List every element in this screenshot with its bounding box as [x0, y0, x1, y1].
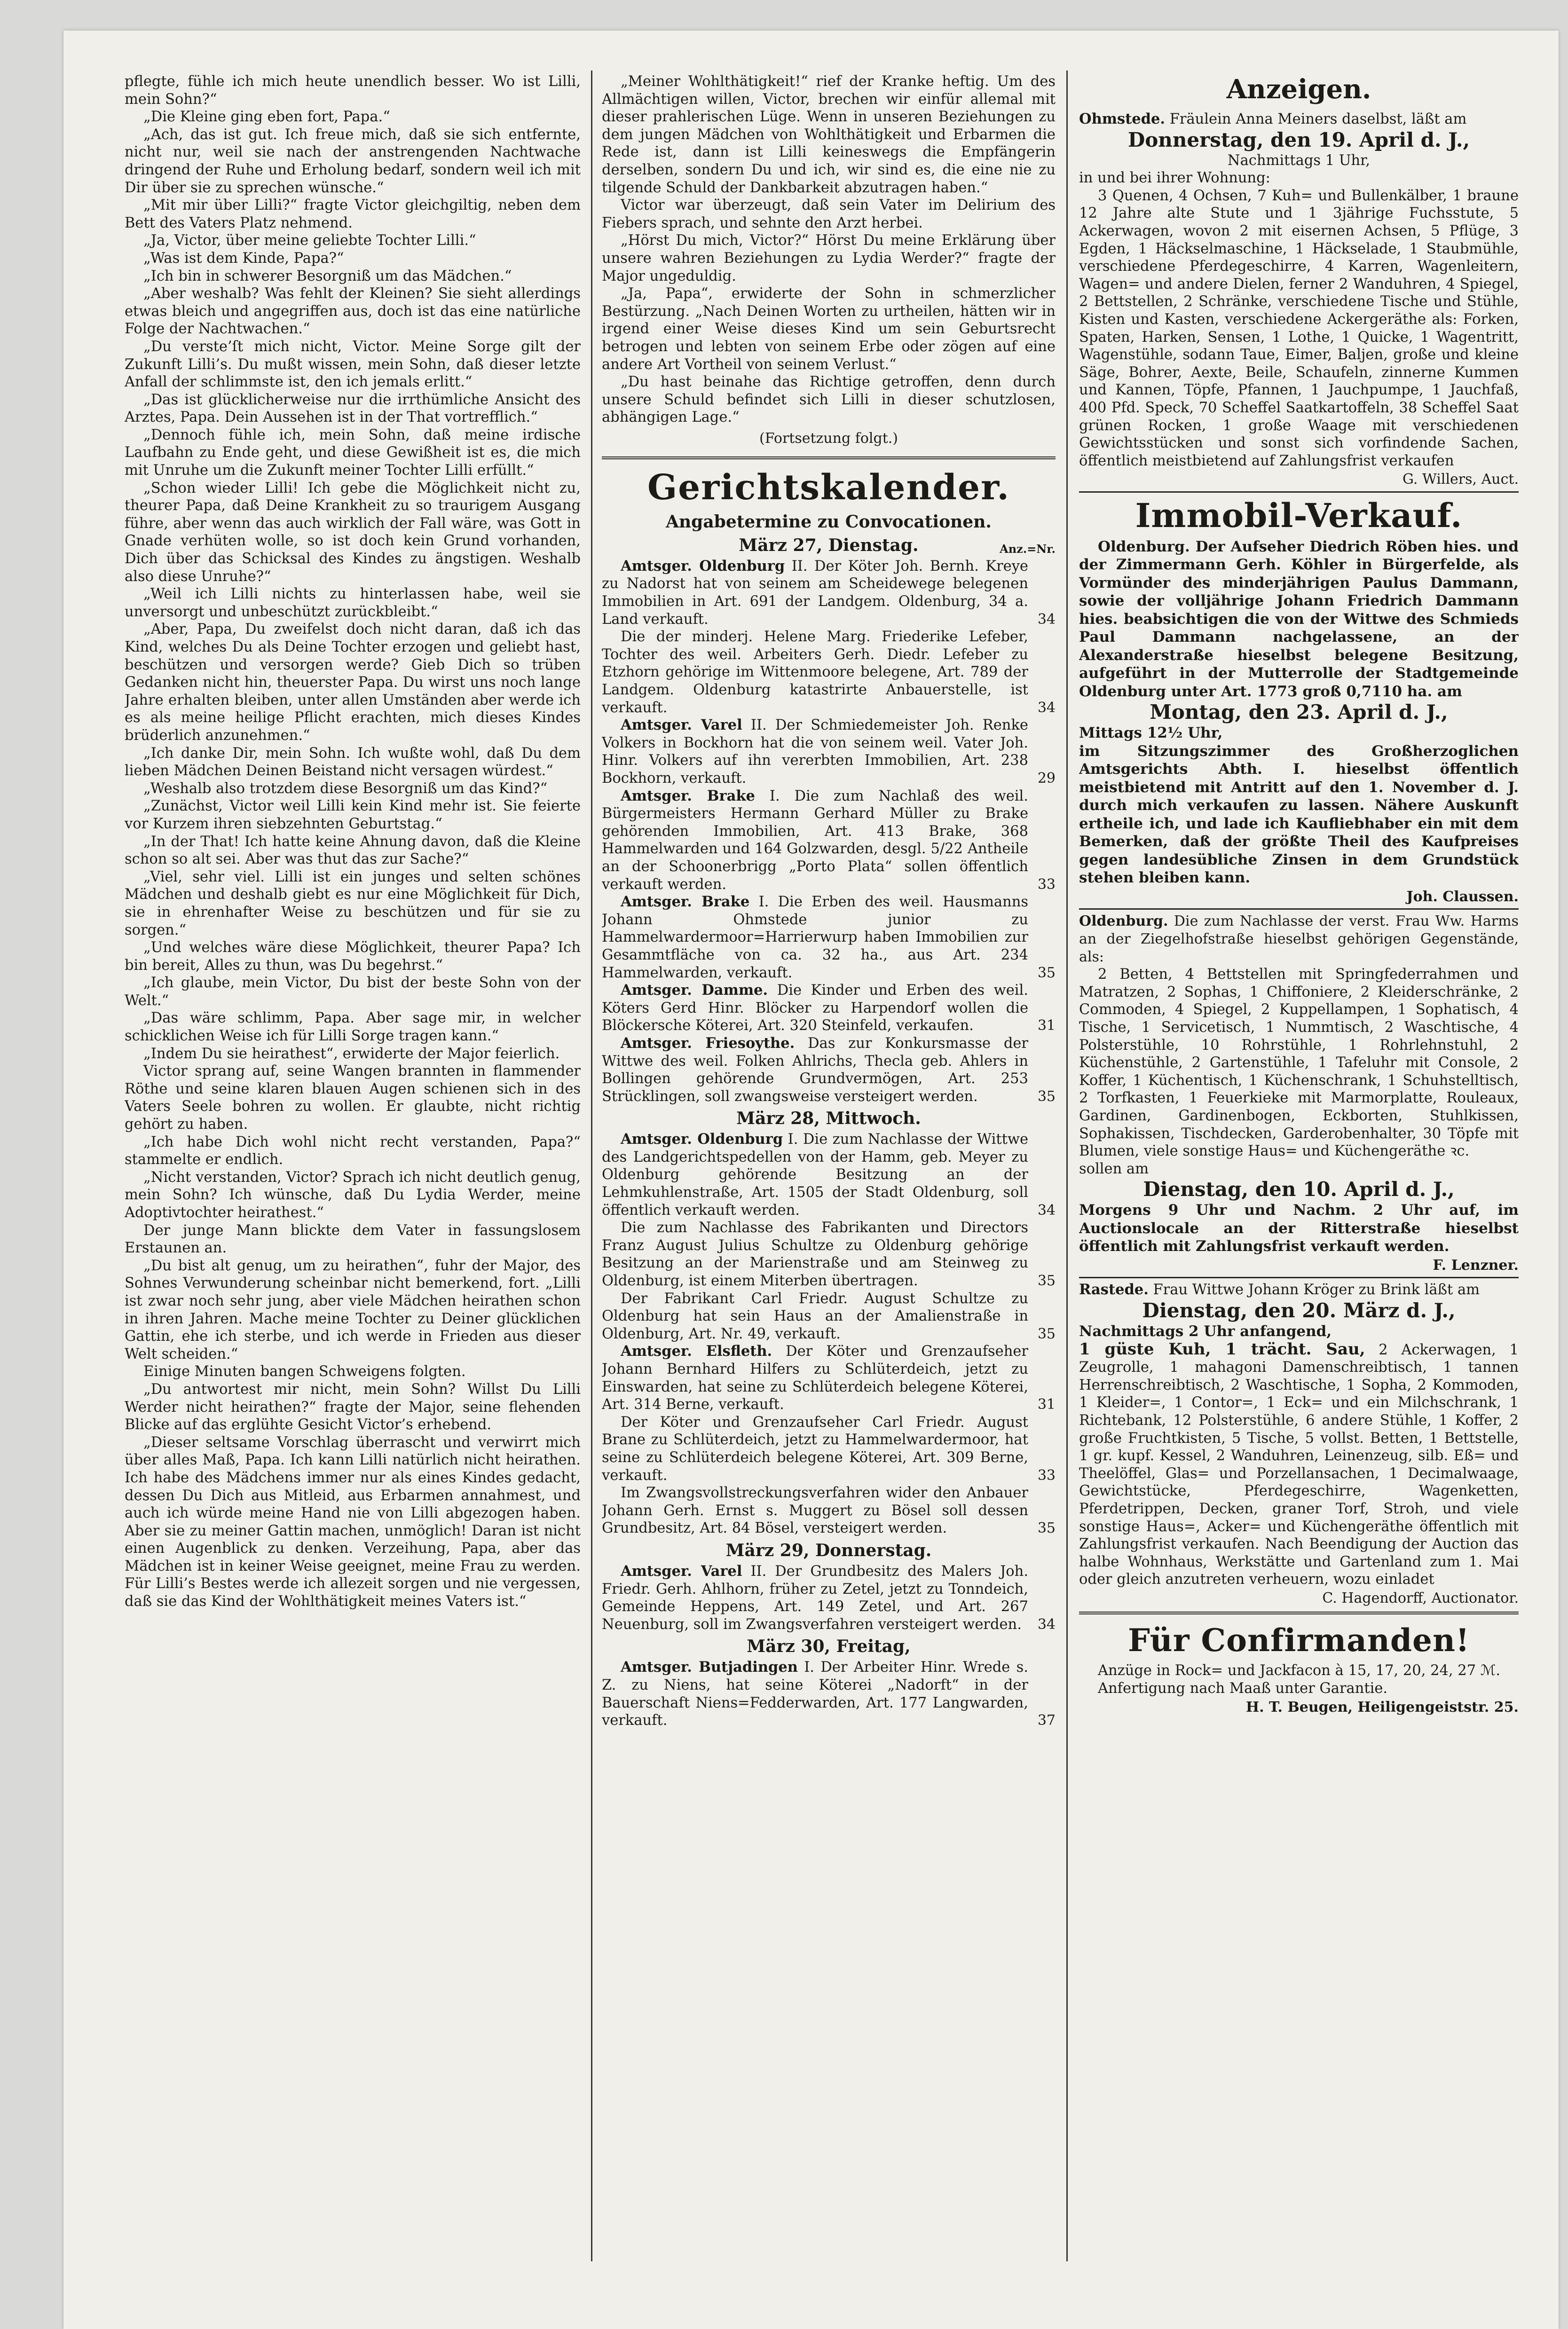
story-continuation [602, 73, 1056, 426]
story-paragraph: „Ich bin in schwerer Besorgniß um das Mädchen.“ [143, 268, 512, 284]
ad-items: 2 Ackerwagen, 1 Zeugrolle, 1 mahagoni Damenschreibtisch, 1 tannen Herrenschreibtisch, 2 Waschtische, 1 Sopha, 2 Kommoden, 1 Kleider=, 1 Contor=, 1 Eck= und ein Milchschrank, 1 Richtebank, 12 Polsterstühle, 6 andere Stühle, 1 Koffer, 2 große Fruchtkisten, 5 Tische, 5 vollst. Betten, 1 Bettstelle, 1 gr. kupf. Kessel, 2 Wanduhren, Leinenzeug, silb. Eß= und Theelöffel, Glas= und Porzellansachen, 1 Decimalwaage, Gewichtstücke, Pferdegeschirre, Wagenketten, Pferdetrippen, Decken, graner Torf, Stroh, und viele sonstige Haus=, Acker= und Küchengeräthe öffentlich mit Zahlungsfrist verkaufen. Nach Beendigung der Auction das halbe Wohnhaus, Werkstätte und Gartenland zum 1. Mai oder gleich anzutreten verheuern, wozu einladet [1079, 1341, 1519, 1588]
story-paragraph: Einige Minuten bangen Schweigens folgten. [143, 1363, 466, 1380]
court-entry-number: 29 [1037, 770, 1056, 787]
court-entry [602, 1343, 1056, 1413]
court-entry-number: 34 [1037, 699, 1056, 716]
court-entry-text: Im Zwangsvollstreckungsverfahren wider den Anbauer Johann Gerh. Ernst s. Muggert zu Bösel soll dessen Grundbesitz, Art. 84 Bösel, versteigert werden. [602, 1485, 1028, 1537]
ad-divider [1079, 1277, 1519, 1278]
court-entry-text: I. Der Arbeiter Hinr. Wrede s. Z. zu Niens, hat seine Köterei „Nadorft“ in der Bauerschaft Niens=Fedderwarden, Art. 177 Langwarden, verkauft. [602, 1659, 1028, 1729]
story-paragraph: „Aber weshalb? Was fehlt der Kleinen? Sie sieht allerdings etwas bleich und angegriffen aus, doch ist das eine natürliche Folge der Nachtwachen.“ [125, 285, 581, 338]
court-entry-text: II. Der Grundbesitz des Malers Joh. Friedr. Gerh. Ahlhorn, früher zu Zetel, jetzt zu Tonndeich, Gemeinde Heppens, Art. 149 Zetel, und Art. 267 Neuenburg, soll im Zwangsverfahren versteigert werden. [602, 1563, 1029, 1633]
court-entry [602, 558, 1056, 628]
story-paragraph: Der junge Mann blickte dem Vater in fassungslosem Erstaunen an. [125, 1222, 581, 1257]
ad-date: Dienstag, den 10. April d. J., [1143, 1178, 1455, 1201]
ad-ohmstede [1079, 110, 1519, 488]
ad-place: Oldenburg. [1079, 913, 1168, 930]
story-paragraph: „Ach, das ist gut. Ich freue mich, daß sie sich entfernte, nicht nur, weil sie nach der anstrengenden Nachtwache dringend der Ruhe und Erholung bedarf, sondern weil ich mit Dir über sie zu sprechen wünsche.“ [125, 126, 581, 196]
ad-time: Nachmittags 2 Uhr anfangend, [1079, 1323, 1332, 1340]
court-entry [602, 716, 1056, 787]
ad-confirmanden [1079, 1621, 1519, 1716]
story-paragraph: „Ja, Victor, über meine geliebte Tochter Lilli.“ [143, 232, 476, 249]
ad-body: Die zum Nachlasse der verst. Frau Ww. Harms an der Ziegelhofstraße hieselbst gehörigen Gegenstände, als: [1079, 913, 1519, 965]
ad-time: Morgens 9 Uhr und Nachm. 2 Uhr auf, im Auctionslocale an der Ritterstraße hieselbst öffentlich mit Zahlungsfrist verkauft werden. [1079, 1202, 1519, 1255]
ad-place: Ohmstede. [1079, 110, 1166, 127]
immobil-signature: Joh. Claussen. [1406, 888, 1519, 905]
court-name: Amtsger. Butjadingen [621, 1659, 798, 1676]
ref-number-label: Anz.=Nr. [1000, 542, 1056, 556]
ad-signature: C. Hagendorff, Auctionator. [1322, 1589, 1519, 1606]
ad-immobil [1079, 496, 1519, 906]
court-day-date: März 27, Dienstag. [739, 535, 919, 555]
section-divider [602, 456, 1056, 461]
story-paragraph: „Du verste’ſt mich nicht, Victor. Meine Sorge gilt der Zukunft Lilli’s. Du mußt wissen, mein Sohn, daß dieser letzte Anfall der schlimmste ist, den ich jemals erlitt.“ [125, 338, 581, 391]
confirm-signature: H. T. Beugen, Heiligengeiststr. 25. [1245, 1699, 1519, 1715]
column-rule-left [591, 71, 592, 2261]
story-paragraph: Victor sprang auf, seine Wangen brannten in flammender Röthe und seine klaren blauen Augen schienen sich in des Vaters Seele bohren zu wollen. Er glaubte, nicht richtig gehört zu haben. [125, 1063, 581, 1133]
court-entry-text: I. Die zum Nachlasse der Wittwe des Landgerichtspedellen von der Hamm, geb. Meyer zu Oldenburg gehörende Besitzung an der Lehmkuhlenstraße, Art. 1505 der Stadt Oldenburg, soll öffentlich verkauft werden. [602, 1131, 1028, 1219]
middle-column [602, 73, 1056, 2259]
court-day-heading [602, 1540, 1056, 1561]
ad-divider [1079, 1612, 1519, 1616]
court-day-heading [602, 535, 1056, 556]
court-entry-text: I. Die Erben des weil. Hausmanns Johann Ohmstede junior zu Hammelwardermoor=Harrierwurp haben Immobilien zur Gesammtfläche von ca. 32 ha., aus Art. 234 Hammelwarden, verkauft. [602, 894, 1028, 981]
ad-items: 2 Betten, 4 Bettstellen mit Springfederrahmen und Matratzen, 2 Sophas, 1 Chiffoniere, 2 Kleiderschränke, 2 Commoden, 4 Spiegel, 2 Kuppellampen, 1 Sophatisch, 4 Tische, 1 Servicetisch, 1 Nummtisch, 2 Waschtische, 4 Polsterstühle, 10 Rohrstühle, 1 Rohrlehnstuhl, 2 Küchenstühle, 2 Gartenstühle, 1 Tafeluhr mit Console, 2 Koffer, 1 Küchentisch, 1 Küchenschrank, 1 Schuhstelltisch, 2 Torfkasten, 1 Feuerkieke mit Marmorplatte, Rouleaux, Gardinen, Gardinenbogen, Eckborten, Stuhlkissen, Sophakissen, Tischdecken, Garderobenhalter, 30 Töpfe mit Blumen, viele sonstige Haus= und Küchengeräthe ꝛc. [1079, 966, 1519, 1160]
ad-signature: G. Willers, Auct. [1402, 471, 1519, 488]
court-entry-number: 37 [1037, 1712, 1056, 1729]
immobil-body2: im Sitzungszimmer des Großherzoglichen Amtsgerichts Abth. I. hieselbst öffentlich meistbietend mit Antritt auf den 1. November d. J. durch mich verkaufen zu lassen. Nähere Auskunft ertheile ich, und lade ich Kaufliebhaber ein mit dem Bemerken, daß der größte Theil des Kaufpreises gegen landesübliche Zinsen in dem Grundstück stehen bleiben kann. [1079, 742, 1519, 887]
ad-time: Nachmittags 1 Uhr, [1227, 152, 1371, 169]
story-paragraph: pflegte, fühle ich mich heute unendlich besser. Wo ist Lilli, mein Sohn?“ [125, 73, 581, 108]
ads-column [1079, 73, 1519, 2259]
court-entry [602, 982, 1056, 1035]
immobil-time: Mittags 12½ Uhr, [1079, 724, 1223, 742]
story-column-left [125, 73, 581, 2259]
continued-note: (Fortsetzung folgt.) [759, 430, 898, 447]
court-calendar [602, 535, 1056, 1730]
court-entry-number: 33 [1037, 1467, 1056, 1484]
story-paragraph: „Hörst Du mich, Victor?“ Hörst Du meine Erklärung über unsere wahren Beziehungen zu Lydia Werder?“ fragte der Major ungeduldig. [602, 232, 1056, 284]
ad-harms [1079, 913, 1519, 1274]
ad-when: sollen am [1079, 1160, 1149, 1177]
ad-intro: Fräulein Anna Meiners daselbst, läßt am [1169, 111, 1467, 127]
story-paragraph: „Ich glaube, mein Victor, Du bist der beste Sohn von der Welt.“ [125, 975, 581, 1009]
story-paragraph: Victor war überzeugt, daß sein Vater im Delirium des Fiebers sprach, und sehnte den Arzt herbei. [602, 197, 1056, 231]
court-entry-text: I. Die zum Nachlaß des weil. Bürgermeisters Hermann Gerhard Müller zu Brake gehörenden Immobilien, Art. 413 Brake, 368 Hammelwarden und 164 Golzwarden, desgl. 5/22 Antheile an der Schoonerbrigg „Porto Plata“ sollen öffentlich verkauft werden. [602, 787, 1028, 893]
court-day-date: März 29, Donnerstag. [725, 1540, 932, 1560]
court-entry-number: 31 [1037, 1396, 1056, 1413]
court-entry-number: 35 [1037, 1520, 1056, 1537]
court-entry [602, 1659, 1056, 1729]
court-entry-text: Das zur Konkursmasse der Wittwe des weil. Folken Ahlrichs, Thecla geb. Ahlers in Bollingen gehörende Grundvermögen, Art. 253 Strücklingen, soll zwangsweise versteigert werden. [602, 1035, 1028, 1105]
court-name: Amtsger. Damme. [621, 982, 768, 999]
court-entry-number: 35 [1037, 964, 1056, 981]
story-paragraph: „Indem Du sie heirathest“, erwiderte der Major feierlich. [143, 1045, 560, 1062]
court-entry-number: 34 [1037, 611, 1056, 628]
court-name: Amtsger. Varel [621, 1562, 742, 1580]
ad-intro: Frau Wittwe Johann Kröger zu Brink läßt am [1153, 1282, 1480, 1298]
confirm-body2: Anfertigung nach Maaß unter Garantie. [1098, 1680, 1388, 1697]
court-name: Amtsger. Elsfleth. [621, 1343, 772, 1360]
story-paragraph: „Zunächst, Victor weil Lilli kein Kind mehr ist. Sie feierte vor Kurzem ihren siebzehnten Geburtstag.“ [125, 798, 581, 832]
court-entry-number: 34 [1037, 1616, 1056, 1633]
story-paragraph: „Weil ich Lilli nichts zu hinterlassen habe, weil sie unversorgt und unbeschützt zurückbleibt.“ [125, 586, 581, 620]
story-paragraph: „Ich habe Dich wohl nicht recht verstanden, Papa?“ stammelte er endlich. [125, 1133, 581, 1168]
story-paragraph: „In der That! Ich hatte keine Ahnung davon, daß die Kleine schon so alt sei. Aber was thut das zur Sache?“ [125, 833, 581, 868]
story-paragraph: „Ja, Papa“, erwiderte der Sohn in schmerzlicher Bestürzung. „Nach Deinen Worten zu urtheilen, hätten wir in irgend einer Weise dieses Kind um sein Geburtsrecht betrogen und lebten von seinem Erbe oder zögen auf eine andere Art Vortheil von seinem Verlust.“ [602, 285, 1056, 373]
story-paragraph: „Und welches wäre diese Möglichkeit, theurer Papa? Ich bin bereit, Alles zu thun, was Du begehrst.“ [125, 939, 581, 974]
story-paragraph: „Die Kleine ging eben fort, Papa.“ [143, 109, 390, 126]
ad-date: Dienstag, den 20. März d. J., [1142, 1299, 1456, 1322]
story-paragraph: „Was ist dem Kinde, Papa?“ [143, 250, 344, 267]
story-paragraph: „Nicht verstanden, Victor? Sprach ich nicht deutlich genug, mein Sohn? Ich wünsche, daß Du Lydia Werder, meine Adoptivtochter heirathest.“ [125, 1169, 581, 1221]
court-entry-text: Die Kinder und Erben des weil. Köters Gerd Hinr. Blöcker zu Harpendorf wollen die Blöckersche Köterei, Art. 320 Steinfeld, verkaufen. [602, 982, 1029, 1034]
story-paragraph: „Dennoch fühle ich, mein Sohn, daß meine irdische Laufbahn zu Ende geht, und diese Gewißheit ist es, die mich mit Unruhe um die Zukunft meiner Tochter Lilli erfüllt.“ [125, 426, 581, 479]
court-entry [602, 1219, 1056, 1290]
court-name: Amtsger. Friesoythe. [621, 1034, 795, 1052]
court-entry-number: 31 [1037, 1017, 1056, 1034]
court-name: Amtsger. Oldenburg [621, 1131, 783, 1148]
ad-divider [1079, 908, 1519, 910]
confirm-body: Anzüge in Rock= und Jackfacon à 15, 17, 20, 24, 27 ℳ. [1098, 1662, 1501, 1679]
court-name: Amtsger. Brake [621, 787, 755, 804]
story-paragraph: „Das wäre schlimm, Papa. Aber sage mir, in welcher schicklichen Weise ich für Lilli Sorge tragen kann.“ [125, 1010, 581, 1045]
story-paragraph: „Du antwortest mir nicht, mein Sohn? Willst Du Lilli Werder nicht heirathen?“ fragte der Major, seine flehenden Blicke auf das erglühte Gesicht Victor’s erhebend. [125, 1381, 581, 1433]
ad-body: 3 Quenen, 4 Ochsen, 7 Kuh= und Bullenkälber, 1 braune 12 Jahre alte Stute und 1 3jährige Fuchsstute, 5 Ackerwagen, wovon 2 mit eisernen Achsen, 5 Pflüge, 3 Egden, 1 Häckselmaschine, 1 Häckselade, 1 Staubmühle, verschiedene Pferdegeschirre, 4 Karren, Wagenleitern, Wagen= und andere Dielen, ferner 2 Wanduhren, 4 Spiegel, 2 Bettstellen, 2 Schränke, verschiedene Tische und Stühle, Kisten und Kasten, verschiedene Ackergeräthe als: Forken, Spaten, Harken, Sensen, 1 Lothe, 1 Quicke, 1 Wagentritt, Wagenstühle, sodann Taue, Eimer, Baljen, große und kleine Säge, Bohrer, Aexte, Beile, Schaufeln, zinnerne Kummen und Kannen, Töpfe, Pfannen, 1 Jauchpumpe, 1 Jauchfaß, 400 Pfd. Speck, 70 Scheffel Saatkartoffeln, 38 Scheffel Saat grünen Rocken, 1 große Waage mit verschiedenen Gewichtsstücken und sonst sich vorfindende Sachen, öffentlich meistbietend auf Zahlungsfrist verkaufen [1079, 187, 1519, 469]
court-entry-text: Die der minderj. Helene Marg. Friederike Lefeber, Tochter des weil. Arbeiters Gerh. Diedr. Lefeber zu Etzhorn gehörige im Wittenmoore belegene, Art. 789 der Landgem. Oldenburg katastrirte Anbauerstelle, ist verkauft. [602, 629, 1028, 716]
story-paragraph: „Aber, Papa, Du zweifelst doch nicht daran, daß ich das Kind, welches Du als Deine Tochter erzogen und geliebt hast, beschützen und versorgen werde? Gieb Dich so trüben Gedanken nicht hin, theuerster Papa. Du wirst uns noch lange Jahre erhalten bleiben, unter allen Umständen aber werde ich es als meine heilige Pflicht erachten, mich dieses Kindes brüderlich anzunehmen.“ [125, 621, 581, 744]
story-paragraph: „Mit mir über Lilli?“ fragte Victor gleichgiltig, neben dem Bett des Vaters Platz nehmend. [125, 197, 581, 231]
court-name: Amtsger. Varel [621, 716, 742, 734]
ad-location: in und bei ihrer Wohnung: [1079, 170, 1270, 187]
court-entry [602, 787, 1056, 894]
story-paragraph: „Du hast beinahe das Richtige getroffen, denn durch unsere Schuld befindet sich Lilli in dieser schutzlosen, abhängigen Lage.“ [602, 374, 1056, 426]
court-entry [602, 1131, 1056, 1219]
story-paragraph: „Dieser seltsame Vorschlag überrascht und verwirrt mich über alles Maß, Papa. Ich kann Lilli natürlich nicht heirathen. Ich habe des Mädchens immer nur als eines Kindes gedacht, dessen Du Dich aus Mitleid, aus Erbarmen annahmest, und auch ich würde meine Hand nie von Lilli abgezogen haben. Aber sie zu meiner Gattin machen, unmöglich! Daran ist nicht einen Augenblick zu denken. Verzeihung, Papa, aber das Mädchen ist in keiner Weise geeignet, meine Frau zu werden. Für Lilli’s Bestes werde ich allezeit sorgen und nie vergessen, daß sie das Kind der Wohlthätigkeit meines Vaters ist.“ [125, 1434, 581, 1610]
confirm-title: Für Confirmanden! [1128, 1622, 1470, 1659]
court-entry [602, 1563, 1056, 1633]
ad-divider [1079, 491, 1519, 493]
court-entry [602, 628, 1056, 716]
ads-title: Anzeigen. [1226, 74, 1371, 105]
story-paragraph: „Meiner Wohlthätigkeit!“ rief der Kranke heftig. Um des Allmächtigen willen, Victor, brechen wir einfür allemal mit dieser prahlerischen Lüge. Wenn in unseren Beziehungen zu dem jungen Mädchen von Wohlthätigkeit und Erbarmen die Rede ist, dann ist Lilli keineswegs die Empfängerin derselben, sondern Du und ich, wir sind es, die eine nie zu tilgende Schuld der Dankbarkeit abzutragen haben.“ [602, 73, 1056, 196]
court-entry [602, 893, 1056, 982]
immobil-title: Immobil-Verkauf. [1135, 496, 1463, 535]
court-entry-text: Der Fabrikant Carl Friedr. August Schultze zu Oldenburg hat sein Haus an der Amalienstraße in Oldenburg, Art. Nr. 49, verkauft. [602, 1290, 1028, 1342]
court-entry-text: Der Köter und Grenzaufseher Johann Bernhard Hilfers zu Schlüterdeich, jetzt zu Einswarden, hat seine zu Schlüterdeich belegene Köterei, Art. 314 Berne, verkauft. [602, 1343, 1028, 1413]
court-entry-number: 35 [1037, 1088, 1056, 1105]
court-entry-text: II. Der Schmiedemeister Joh. Renke Volkers in Bockhorn hat die von seinem weil. Vater Joh. Hinr. Volkers auf ihn vererbten Immobilien, Art. 238 Bockhorn, verkauft. [602, 717, 1028, 787]
court-calendar-title: Gerichtskalender. [647, 467, 1010, 508]
column-rule-right [1066, 71, 1068, 2261]
ad-rastede [1079, 1281, 1519, 1607]
court-entry-number: 34 [1037, 1202, 1056, 1219]
ad-date: Donnerstag, den 19. April d. J., [1127, 128, 1470, 151]
story-paragraph: „Ich danke Dir, mein Sohn. Ich wußte wohl, daß Du dem lieben Mädchen Deinen Beistand nicht versagen würdest.“ [125, 745, 581, 779]
court-day-date: März 28, Mittwoch. [736, 1109, 921, 1129]
story-paragraph: „Weshalb also trotzdem diese Besorgniß um das Kind?“ [143, 780, 548, 797]
court-entry-number: 33 [1037, 876, 1056, 893]
court-entry-text: II. Der Köter Joh. Bernh. Kreye zu Nadorst hat von seinem am Scheidewege belegenen Immobilien in Art. 691 der Landgem. Oldenburg, 34 a. Land verkauft. [602, 558, 1028, 628]
court-day-heading [602, 1108, 1056, 1129]
story-paragraph: „Du bist alt genug, um zu heirathen“, fuhr der Major, des Sohnes Verwunderung scheinbar nicht bemerkend, fort. „Lilli ist zwar noch sehr jung, aber viele Mädchen heirathen schon in ihren Jahren. Mache meine Tochter zu Deiner glücklichen Gattin, ehe ich sterbe, und ich werde in Frieden aus dieser Welt scheiden.“ [125, 1257, 581, 1362]
court-entry-number: 35 [1037, 1273, 1056, 1290]
story-paragraph: „Das ist glücklicherweise nur die irrthümliche Ansicht des Arztes, Papa. Dein Aussehen ist in der That vortrefflich.“ [125, 391, 581, 426]
court-day-heading [602, 1636, 1056, 1657]
court-entry [602, 1290, 1056, 1343]
court-entry-text: Die zum Nachlasse des Fabrikanten und Directors Franz August Julius Schultze zu Oldenburg gehörige Besitzung an der Marienstraße und am Steinweg zu Oldenburg, ist einem Miterben übertragen. [602, 1220, 1028, 1290]
court-entry [602, 1414, 1056, 1484]
court-calendar-subtitle: Angabetermine zu Convocationen. [666, 511, 992, 532]
court-day-date: März 30, Freitag, [747, 1637, 911, 1657]
ad-signature: F. Lenzner. [1433, 1257, 1519, 1274]
immobil-body: Oldenburg. Der Aufseher Diedrich Röben hies. und der Zimmermann Gerh. Köhler in Bürgerfelde, als Vormünder des minderjährigen Paulus Dammann, sowie der volljährige Johann Friedrich Dammann hies. beabsichtigen die von der Wittwe des Schmieds Paul Dammann nachgelassene, an der Alexanderstraße hieselbst belegene Besitzung, aufgeführt in der Mutterrolle der Stadtgemeinde Oldenburg unter Art. 1773 groß 0,7110 ha. am [1079, 538, 1519, 700]
court-name: Amtsger. Oldenburg [621, 557, 785, 574]
ad-head: 1 güste Kuh, 1 trächt. Sau, [1079, 1339, 1365, 1359]
story-paragraph: „Schon wieder Lilli! Ich gebe die Möglichkeit nicht zu, theurer Papa, daß Deine Krankheit zu so traurigem Ausgang führe, aber wenn das auch wirklich der Fall wäre, was Gott in Gnade verhüten wolle, so ist doch kein Grund vorhanden, Dich über das Schicksal des Kindes zu ängstigen. Weshalb also diese Unruhe?“ [125, 480, 581, 585]
court-entry [602, 1484, 1056, 1537]
court-entry [602, 1035, 1056, 1105]
story-paragraph: „Viel, sehr viel. Lilli ist ein junges und selten schönes Mädchen und deshalb giebt es nur eine Möglichkeit für Dich, sie in ehrenhafter Weise zu beschützen und für sie zu sorgen.“ [125, 868, 581, 938]
immobil-date: Montag, den 23. April d. J., [1150, 700, 1448, 724]
court-entry-text: Der Köter und Grenzaufseher Carl Friedr. August Brane zu Schlüterdeich, jetzt zu Hammelwardermoor, hat seine zu Schlüterdeich belegene Köterei, Art. 309 Berne, verkauft. [602, 1414, 1028, 1484]
court-entry-number: 35 [1037, 1325, 1056, 1342]
court-name: Amtsger. Brake [621, 893, 750, 911]
ad-place: Rastede. [1079, 1281, 1149, 1298]
